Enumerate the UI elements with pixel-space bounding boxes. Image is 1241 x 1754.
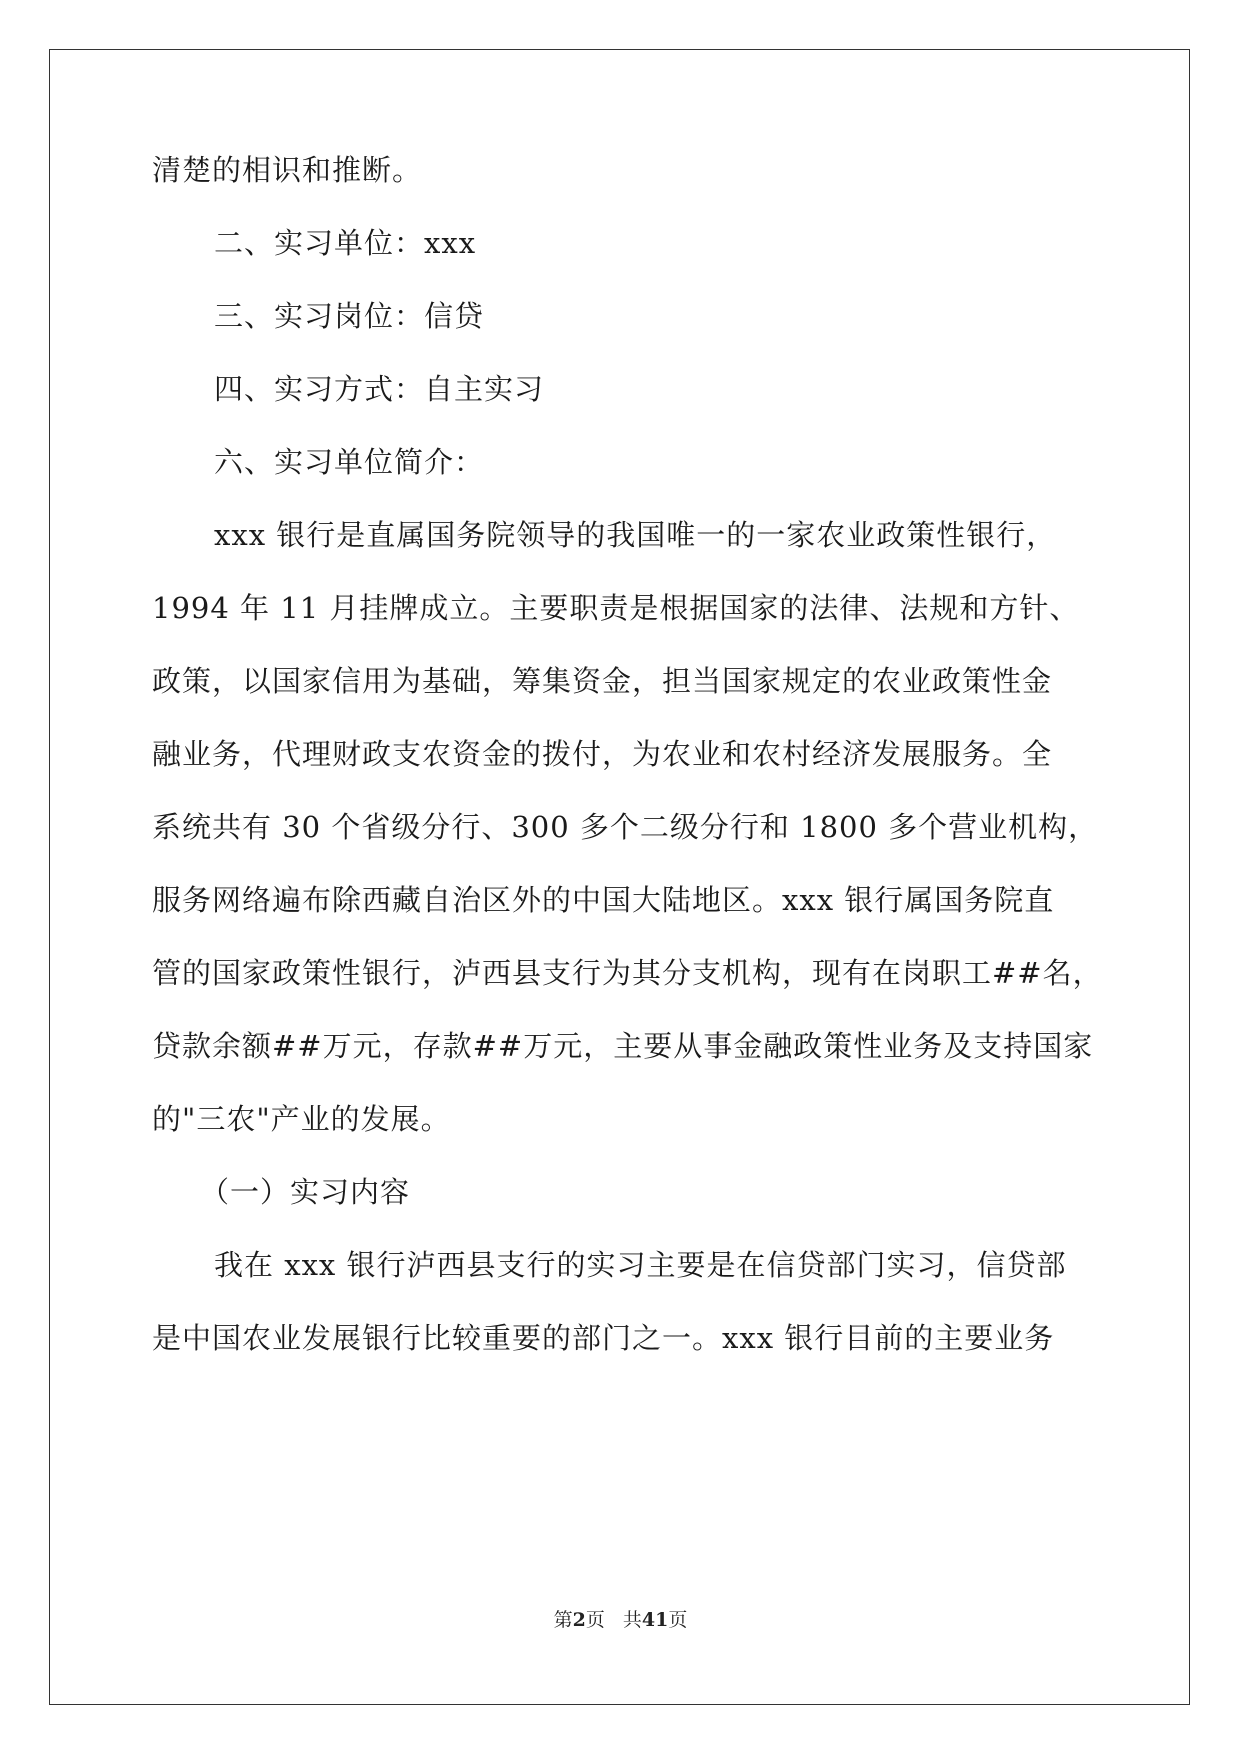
content-line-1: 我在 xxx 银行泸西县支行的实习主要是在信贷部门实习，信贷部 <box>214 1248 1067 1282</box>
footer-page-number: 2 <box>572 1609 586 1631</box>
intro-line-9: 的"三农"产业的发展。 <box>152 1102 451 1136</box>
intro-line-8: 贷款余额##万元，存款##万元，主要从事金融政策性业务及支持国家 <box>152 1029 1094 1063</box>
section-position: 三、实习岗位：信贷 <box>214 299 485 333</box>
section-unit: 二、实习单位：xxx <box>214 226 477 260</box>
footer-page-suffix: 页 <box>585 1609 605 1631</box>
section-intro-heading: 六、实习单位简介： <box>214 445 485 479</box>
section-method: 四、实习方式：自主实习 <box>214 372 545 406</box>
content-line-2: 是中国农业发展银行比较重要的部门之一。xxx 银行目前的主要业务 <box>152 1321 1055 1355</box>
body-line-1: 清楚的相识和推断。 <box>152 153 423 187</box>
intro-line-4: 融业务，代理财政支农资金的拨付，为农业和农村经济发展服务。全 <box>152 737 1053 771</box>
footer-total-number: 41 <box>641 1609 669 1631</box>
footer-total-suffix: 页 <box>668 1609 688 1631</box>
footer-total-prefix: 共 <box>622 1609 642 1631</box>
page-footer <box>0 1608 1241 1632</box>
intro-line-2: 1994 年 11 月挂牌成立。主要职责是根据国家的法律、法规和方针、 <box>152 591 1080 625</box>
intro-line-7: 管的国家政策性银行，泸西县支行为其分支机构，现有在岗职工##名， <box>152 956 1103 990</box>
intro-line-6: 服务网络遍布除西藏自治区外的中国大陆地区。xxx 银行属国务院直 <box>152 883 1055 917</box>
intro-line-1: xxx 银行是直属国务院领导的我国唯一的一家农业政策性银行， <box>214 518 1057 552</box>
footer-page-prefix: 第 <box>553 1609 573 1631</box>
intro-line-3: 政策，以国家信用为基础，筹集资金，担当国家规定的农业政策性金 <box>152 664 1053 698</box>
subsection-heading: （一）实习内容 <box>200 1175 411 1209</box>
intro-line-5: 系统共有 30 个省级分行、300 多个二级分行和 1800 多个营业机构， <box>152 810 1099 844</box>
